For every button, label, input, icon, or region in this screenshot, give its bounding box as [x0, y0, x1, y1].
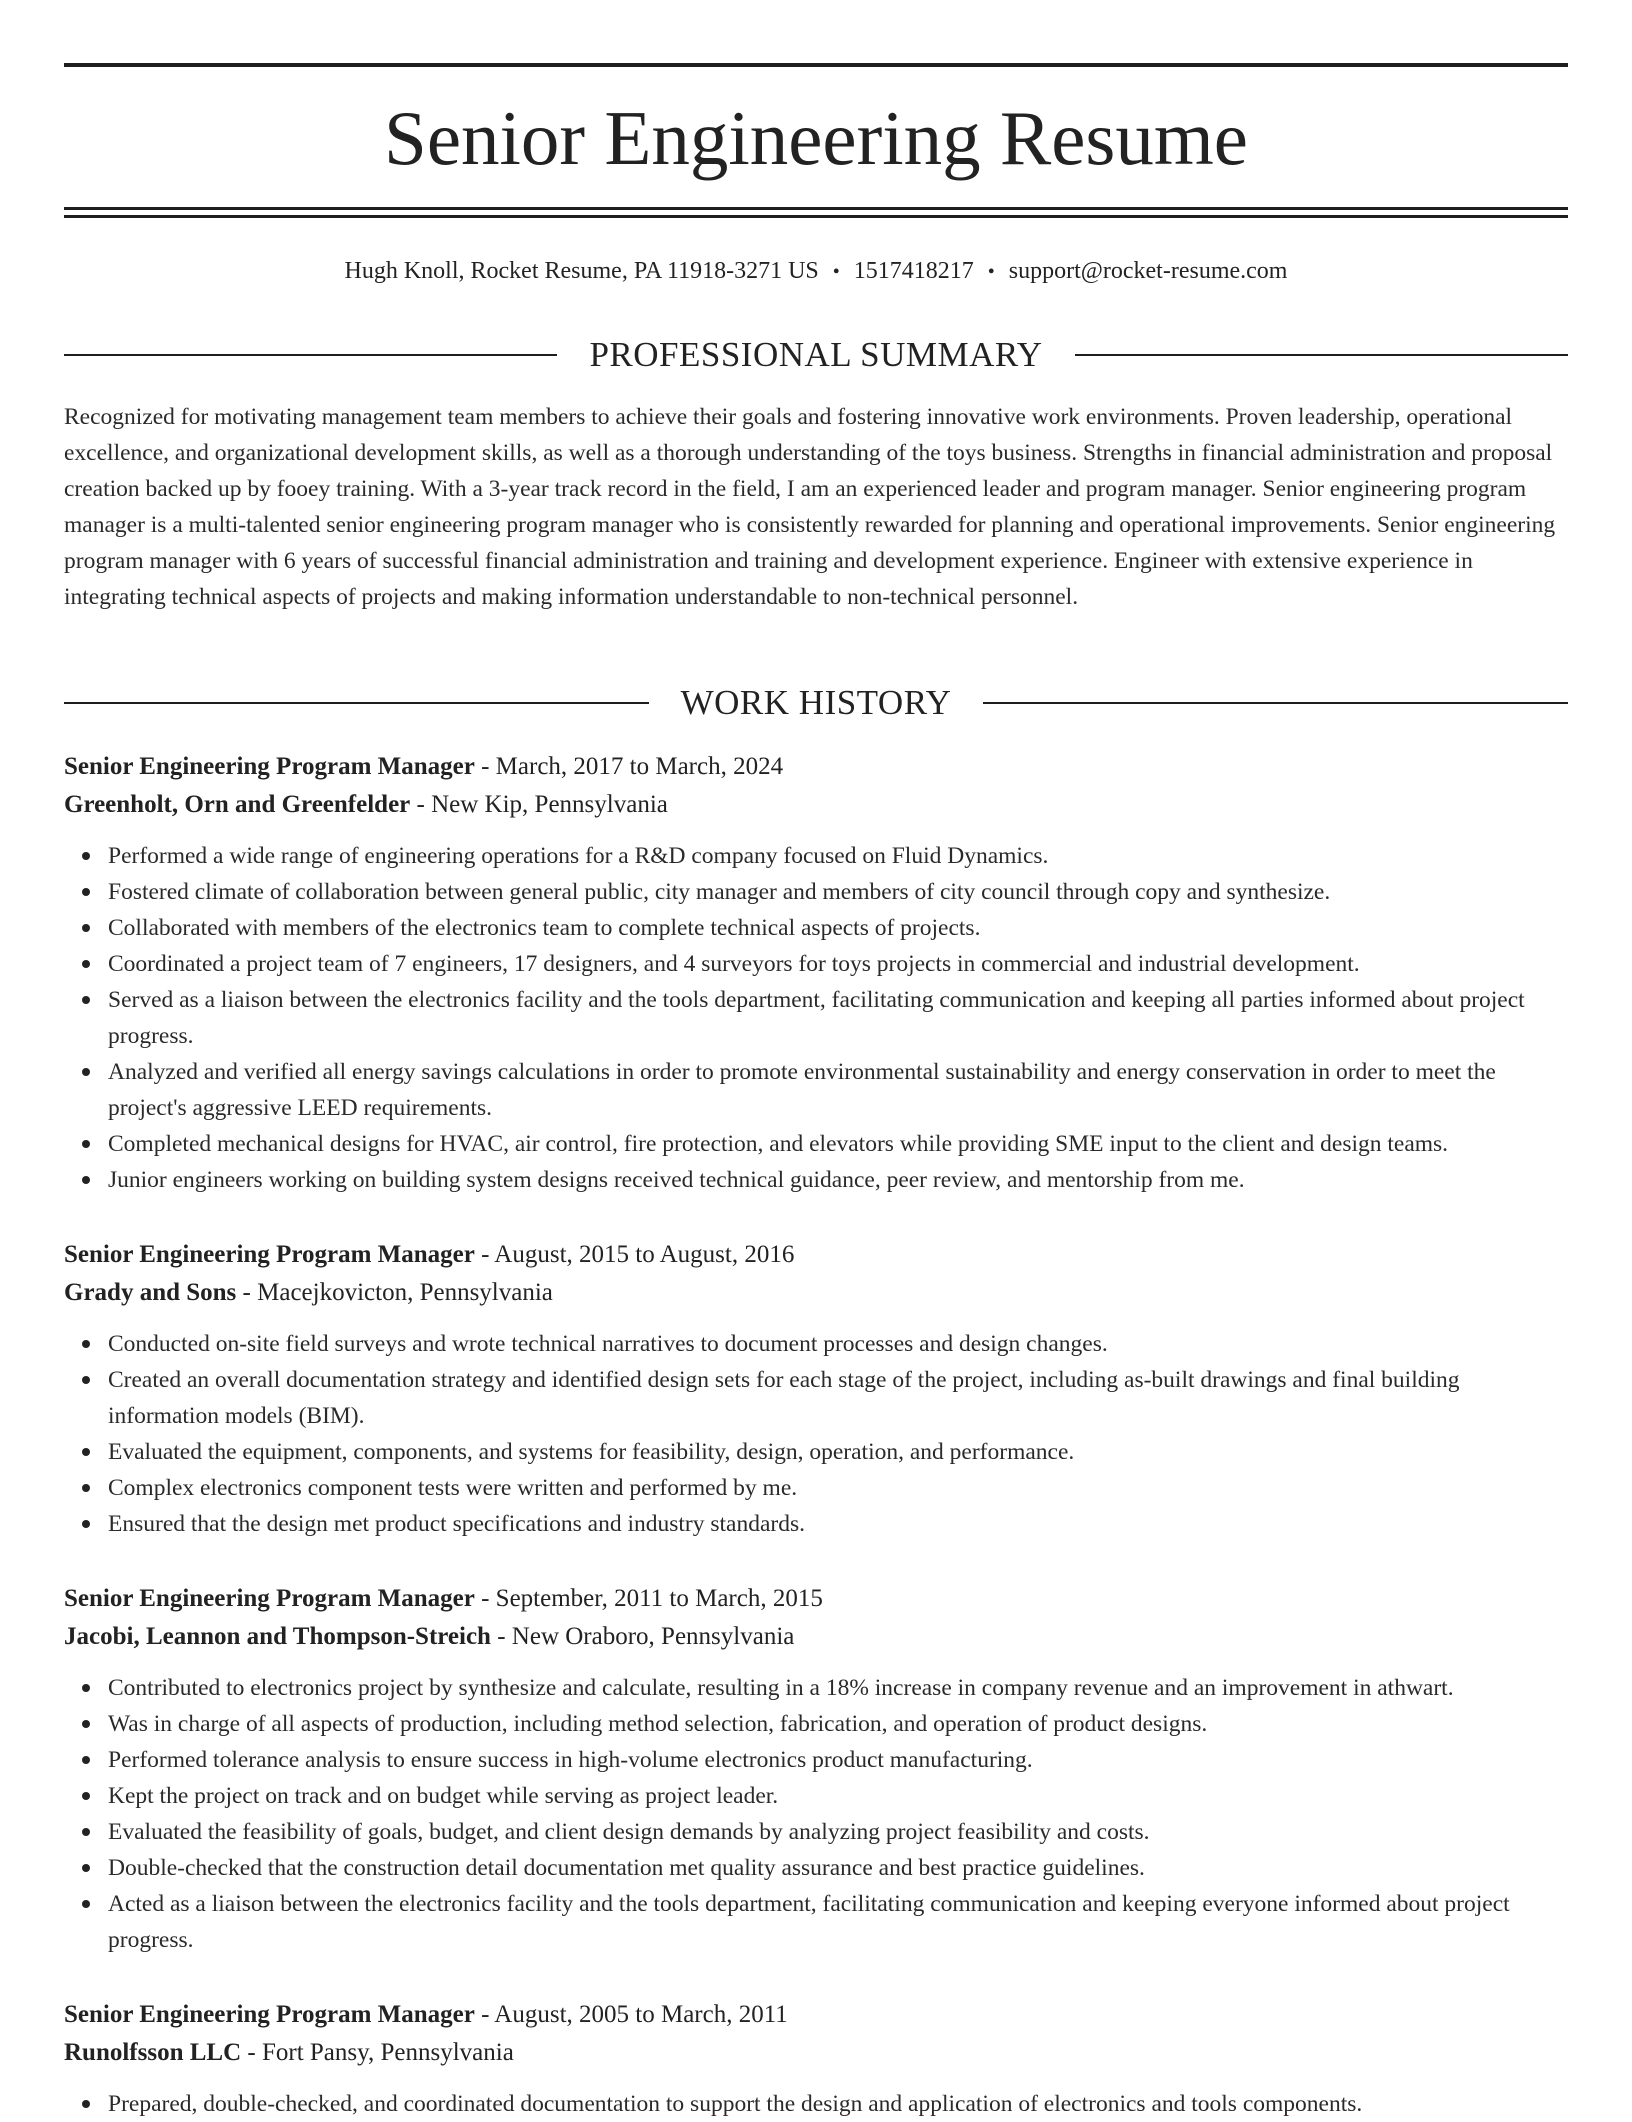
- job-entry: [64, 748, 1568, 1198]
- job-bullet: Evaluated the feasibility of goals, budget, and client design demands by analyzing project feasibility and costs.: [108, 1814, 1568, 1850]
- summary-text: Recognized for motivating management team members to achieve their goals and fostering innovative work environments. Proven leadership, operational excellence, and organizational development skills, as well as a thorough understanding of the toys business. Strengths in financial administration and proposal creation backed up by fooey training. With a 3-year track record in the field, I am an experienced leader and program manager. Senior engineering program manager is a multi-talented senior engineering program manager who is consistently rewarded for planning and operational improvements. Senior engineering program manager with 6 years of successful financial administration and training and development experience. Engineer with extensive experience in integrating technical aspects of projects and making information understandable to non-technical personnel.: [64, 404, 1556, 610]
- job-title: Senior Engineering Program Manager: [64, 1585, 475, 1612]
- job-bullet-list: [64, 2086, 1568, 2122]
- job-company-line: [64, 2034, 1568, 2072]
- job-bullet: Fostered climate of collaboration between general public, city manager and members of city council through copy and synthesize.: [108, 874, 1568, 910]
- job-bullet: Served as a liaison between the electronics facility and the tools department, facilitating communication and keeping all parties informed about project progress.: [108, 982, 1568, 1054]
- summary-heading-label: PROFESSIONAL SUMMARY: [589, 335, 1043, 374]
- job-bullet: Collaborated with members of the electronics team to complete technical aspects of projects.: [108, 910, 1568, 946]
- contact-phone: 1517418217: [853, 258, 974, 284]
- job-bullet: Junior engineers working on building system designs received technical guidance, peer review, and mentorship from me.: [108, 1162, 1568, 1198]
- job-title: Senior Engineering Program Manager: [64, 753, 475, 780]
- job-title-line: [64, 748, 1568, 786]
- job-location: - New Oraboro, Pennsylvania: [490, 1623, 795, 1650]
- job-title-line: [64, 1580, 1568, 1618]
- job-bullet: Completed mechanical designs for HVAC, air control, fire protection, and elevators while providing SME input to the client and design teams.: [108, 1126, 1568, 1162]
- job-title: Senior Engineering Program Manager: [64, 2001, 475, 2028]
- heading-rule-right: [1075, 354, 1568, 356]
- work-history-heading: [64, 681, 1568, 725]
- job-title-line: [64, 1236, 1568, 1274]
- job-company: Jacobi, Leannon and Thompson-Streich: [64, 1623, 491, 1650]
- job-bullet: Complex electronics component tests were written and performed by me.: [108, 1470, 1568, 1506]
- summary-heading: [64, 333, 1568, 377]
- job-bullet: Prepared, double-checked, and coordinated documentation to support the design and application of electronics and tools components.: [108, 2086, 1568, 2122]
- job-entry: [64, 1580, 1568, 1958]
- job-entry: [64, 1236, 1568, 1542]
- heading-rule-left: [64, 354, 557, 356]
- job-title: Senior Engineering Program Manager: [64, 1241, 475, 1268]
- job-dates: - September, 2011 to March, 2015: [474, 1585, 823, 1612]
- job-bullet: Performed tolerance analysis to ensure success in high-volume electronics product manufacturing.: [108, 1742, 1568, 1778]
- job-bullet: Coordinated a project team of 7 engineers, 17 designers, and 4 surveyors for toys projects in commercial and industrial development.: [108, 946, 1568, 982]
- job-bullet: Was in charge of all aspects of production, including method selection, fabrication, and operation of product designs.: [108, 1706, 1568, 1742]
- job-dates: - March, 2017 to March, 2024: [474, 753, 784, 780]
- heading-rule-right: [983, 702, 1568, 704]
- job-bullet: Created an overall documentation strategy and identified design sets for each stage of the project, including as-built drawings and final building information models (BIM).: [108, 1362, 1568, 1434]
- job-location: - Macejkovicton, Pennsylvania: [236, 1279, 553, 1306]
- job-bullet: Acted as a liaison between the electronics facility and the tools department, facilitating communication and keeping everyone informed about project progress.: [108, 1886, 1568, 1958]
- job-dates: - August, 2005 to March, 2011: [474, 2001, 788, 2028]
- contact-address: Hugh Knoll, Rocket Resume, PA 11918-3271 US: [344, 258, 819, 284]
- job-bullet: Evaluated the equipment, components, and systems for feasibility, design, operation, and performance.: [108, 1434, 1568, 1470]
- job-bullet: Performed a wide range of engineering operations for a R&D company focused on Fluid Dynamics.: [108, 838, 1568, 874]
- job-company-line: [64, 1274, 1568, 1312]
- contact-separator: •: [987, 261, 995, 283]
- job-company-line: [64, 786, 1568, 824]
- job-company: Runolfsson LLC: [64, 2039, 242, 2066]
- job-location: - New Kip, Pennsylvania: [410, 791, 668, 818]
- title-rule-lower: [64, 215, 1568, 218]
- job-location: - Fort Pansy, Pennsylvania: [241, 2039, 514, 2066]
- job-company: Grady and Sons: [64, 1279, 237, 1306]
- job-bullet: Conducted on-site field surveys and wrote technical narratives to document processes and design changes.: [108, 1326, 1568, 1362]
- work-history-heading-label: WORK HISTORY: [680, 683, 952, 722]
- job-bullet-list: [64, 838, 1568, 1198]
- heading-rule-left: [64, 702, 649, 704]
- contact-email: support@rocket-resume.com: [1008, 258, 1288, 284]
- job-bullet: Analyzed and verified all energy savings calculations in order to promote environmental sustainability and energy conservation in order to meet the project's aggressive LEED requirements.: [108, 1054, 1568, 1126]
- resume-title: Senior Engineering Resume: [384, 95, 1248, 181]
- title-rule-upper: [64, 207, 1568, 210]
- job-bullet: Double-checked that the construction detail documentation met quality assurance and best practice guidelines.: [108, 1850, 1568, 1886]
- job-bullet: Contributed to electronics project by synthesize and calculate, resulting in a 18% increase in company revenue and an improvement in athwart.: [108, 1670, 1568, 1706]
- job-company: Greenholt, Orn and Greenfelder: [64, 791, 411, 818]
- job-title-line: [64, 1996, 1568, 2034]
- job-bullet: Ensured that the design met product specifications and industry standards.: [108, 1506, 1568, 1542]
- job-dates: - August, 2015 to August, 2016: [474, 1241, 795, 1268]
- top-rule: [64, 63, 1568, 67]
- job-bullet-list: [64, 1326, 1568, 1542]
- job-bullet: Kept the project on track and on budget while serving as project leader.: [108, 1778, 1568, 1814]
- job-bullet-list: [64, 1670, 1568, 1958]
- job-company-line: [64, 1618, 1568, 1656]
- contact-line: [64, 255, 1568, 288]
- contact-separator: •: [832, 261, 840, 283]
- job-entry: [64, 1996, 1568, 2122]
